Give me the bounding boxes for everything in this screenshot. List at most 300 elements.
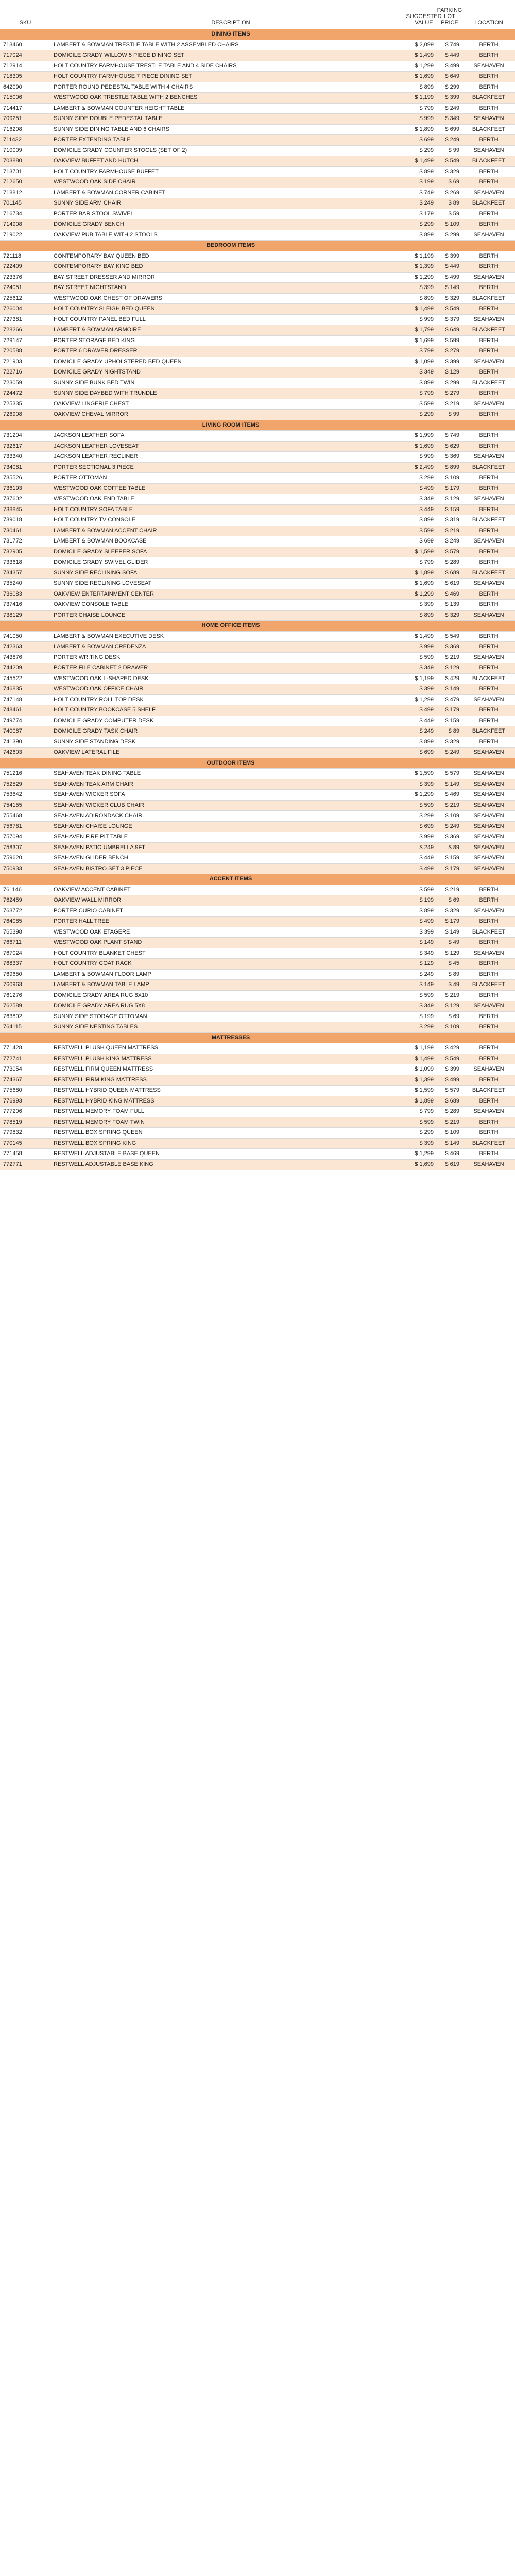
- sku-cell: 703880: [3, 158, 22, 164]
- table-row: [0, 156, 515, 167]
- location-cell: BERTH: [479, 506, 499, 513]
- sku-cell: 710009: [3, 147, 22, 154]
- value-cell: $ 1,399: [415, 263, 434, 269]
- location-cell: BERTH: [479, 137, 499, 143]
- section-spacer: [411, 1033, 437, 1043]
- price-cell: $ 319: [445, 517, 459, 523]
- table-row: [0, 790, 515, 801]
- section-title: MATTRESSES: [211, 1034, 250, 1041]
- value-cell: $ 349: [419, 496, 434, 502]
- section-spacer: [411, 758, 437, 769]
- description-cell: DOMICILE GRADY TASK CHAIR: [54, 728, 138, 734]
- value-cell: $ 399: [419, 1140, 434, 1146]
- price-cell: $ 69: [448, 1013, 459, 1020]
- table-row: [0, 843, 515, 854]
- price-cell: $ 449: [445, 52, 459, 58]
- value-cell: $ 699: [419, 538, 434, 544]
- table-row: [0, 642, 515, 653]
- location-cell: BERTH: [479, 633, 499, 639]
- price-cell: $ 129: [445, 665, 459, 671]
- price-cell: $ 349: [445, 115, 459, 122]
- sku-cell: 736083: [3, 590, 22, 597]
- description-cell: WESTWOOD OAK CHEST OF DRAWERS: [54, 295, 162, 301]
- description-cell: RESTWELL HYBRID QUEEN MATTRESS: [54, 1087, 161, 1093]
- location-cell: BERTH: [479, 686, 499, 692]
- location-cell: SEAHAVEN: [473, 749, 504, 755]
- price-cell: $ 579: [445, 770, 459, 776]
- location-cell: SEAHAVEN: [473, 834, 504, 840]
- price-cell: $ 149: [445, 928, 459, 935]
- table-row: [0, 632, 515, 642]
- price-cell: $ 109: [445, 1129, 459, 1136]
- table-row: [0, 442, 515, 452]
- value-cell: $ 1,099: [415, 1066, 434, 1072]
- table-row: [0, 315, 515, 326]
- description-cell: OAKVIEW CHEVAL MIRROR: [54, 411, 128, 417]
- table-row: [0, 1001, 515, 1012]
- value-cell: $ 1,299: [415, 791, 434, 798]
- sku-cell: 765398: [3, 928, 22, 935]
- section-title: HOME OFFICE ITEMS: [201, 622, 260, 629]
- sku-cell: 738845: [3, 506, 22, 513]
- location-cell: SEAHAVEN: [473, 231, 504, 238]
- sku-cell: 732905: [3, 548, 22, 555]
- description-cell: HOLT COUNTRY COAT RACK: [54, 960, 132, 967]
- description-cell: RESTWELL MEMORY FOAM TWIN: [54, 1118, 145, 1125]
- location-cell: BERTH: [479, 665, 499, 671]
- table-row: [0, 948, 515, 959]
- table-row: [0, 230, 515, 241]
- sku-cell: 722716: [3, 369, 22, 375]
- section-spacer: [437, 241, 462, 251]
- sku-cell: 776993: [3, 1097, 22, 1104]
- sku-cell: 735526: [3, 474, 22, 481]
- value-cell: $ 1,699: [415, 443, 434, 449]
- value-cell: $ 899: [419, 379, 434, 386]
- price-cell: $ 499: [445, 1076, 459, 1083]
- section-spacer: [0, 758, 50, 769]
- description-cell: SUNNY SIDE BUNK BED TWIN: [54, 379, 135, 386]
- table-row: [0, 1075, 515, 1086]
- price-cell: $ 549: [445, 158, 459, 164]
- price-cell: $ 429: [445, 1045, 459, 1051]
- sku-cell: 715006: [3, 94, 22, 100]
- sku-cell: 750933: [3, 865, 22, 872]
- sku-cell: 719022: [3, 231, 22, 238]
- value-cell: $ 799: [419, 1108, 434, 1114]
- sku-cell: 757094: [3, 834, 22, 840]
- section-title: BEDROOM ITEMS: [206, 242, 255, 248]
- location-cell: SEAHAVEN: [473, 865, 504, 872]
- value-cell: $ 899: [419, 231, 434, 238]
- location-cell: BERTH: [479, 717, 499, 724]
- location-cell: SEAHAVEN: [473, 189, 504, 196]
- description-cell: OAKVIEW WALL MIRROR: [54, 897, 122, 903]
- sku-cell: 735240: [3, 580, 22, 586]
- table-row: [0, 938, 515, 948]
- description-cell: PORTER OTTOMAN: [54, 474, 107, 481]
- description-cell: SEAHAVEN WICKER CLUB CHAIR: [54, 802, 144, 808]
- price-cell: $ 99: [448, 411, 459, 417]
- value-cell: $ 299: [419, 1129, 434, 1136]
- value-cell: $ 249: [419, 728, 434, 734]
- section-spacer: [437, 621, 462, 631]
- value-cell: $ 199: [419, 897, 434, 903]
- sku-cell: 771428: [3, 1045, 22, 1051]
- sku-cell: 742363: [3, 643, 22, 650]
- value-cell: $ 1,499: [415, 52, 434, 58]
- price-cell: $ 109: [445, 1024, 459, 1030]
- table-row: [0, 50, 515, 61]
- value-cell: $ 299: [419, 812, 434, 819]
- location-cell: SEAHAVEN: [473, 950, 504, 956]
- location-cell: BLACKFEET: [472, 158, 506, 164]
- table-row: [0, 219, 515, 230]
- value-cell: $ 399: [419, 686, 434, 692]
- price-cell: $ 689: [445, 1097, 459, 1104]
- sku-cell: 773054: [3, 1066, 22, 1072]
- section-spacer: [0, 1033, 50, 1043]
- table-row: [0, 611, 515, 621]
- price-cell: $ 619: [445, 580, 459, 586]
- description-cell: JACKSON LEATHER SOFA: [54, 432, 125, 438]
- value-cell: $ 899: [419, 612, 434, 618]
- description-cell: WESTWOOD OAK ETAGERE: [54, 928, 130, 935]
- table-row: [0, 135, 515, 146]
- header-sku: SKU: [19, 20, 31, 26]
- value-cell: $ 299: [419, 221, 434, 227]
- description-cell: DOMICILE GRADY AREA RUG 5X8: [54, 1003, 145, 1009]
- description-cell: OAKVIEW ENTERTAINMENT CENTER: [54, 590, 154, 597]
- price-cell: $ 89: [448, 200, 459, 206]
- table-row: [0, 198, 515, 209]
- location-cell: BLACKFEET: [472, 200, 506, 206]
- description-cell: BAY STREET DRESSER AND MIRROR: [54, 274, 155, 280]
- price-cell: $ 49: [448, 981, 459, 988]
- location-cell: BERTH: [479, 252, 499, 259]
- value-cell: $ 399: [419, 601, 434, 607]
- value-cell: $ 1,699: [415, 73, 434, 79]
- description-cell: OAKVIEW BUFFET AND HUTCH: [54, 158, 139, 164]
- section-spacer: [0, 29, 50, 40]
- location-cell: BERTH: [479, 179, 499, 185]
- table-row: [0, 536, 515, 547]
- location-cell: SEAHAVEN: [473, 770, 504, 776]
- table-row: [0, 716, 515, 727]
- price-cell: $ 499: [445, 274, 459, 280]
- table-row: [0, 72, 515, 82]
- price-cell: $ 219: [445, 1118, 459, 1125]
- table-row: [0, 452, 515, 463]
- header-description: DESCRIPTION: [211, 20, 250, 26]
- location-cell: SEAHAVEN: [473, 538, 504, 544]
- section-header-row: [0, 1033, 515, 1044]
- location-cell: BERTH: [479, 590, 499, 597]
- price-cell: $ 279: [445, 348, 459, 354]
- table-row: [0, 801, 515, 811]
- value-cell: $ 1,499: [415, 158, 434, 164]
- price-cell: $ 149: [445, 284, 459, 291]
- description-cell: LAMBERT & BOWMAN TRESTLE TABLE WITH 2 ASSEMBLED CHAIRS: [54, 41, 239, 48]
- price-cell: $ 579: [445, 548, 459, 555]
- location-cell: SEAHAVEN: [473, 823, 504, 829]
- table-row: [0, 737, 515, 748]
- table-row: [0, 1086, 515, 1096]
- description-cell: LAMBERT & BOWMAN FLOOR LAMP: [54, 971, 151, 977]
- section-spacer: [0, 621, 50, 631]
- description-cell: WESTWOOD OAK TRESTLE TABLE WITH 2 BENCHES: [54, 94, 198, 100]
- sku-cell: 725612: [3, 295, 22, 301]
- table-row: [0, 1160, 515, 1171]
- table-row: [0, 104, 515, 114]
- table-row: [0, 125, 515, 135]
- table-row: [0, 674, 515, 685]
- sku-cell: 716734: [3, 210, 22, 217]
- location-cell: BERTH: [479, 992, 499, 998]
- table-row: [0, 93, 515, 104]
- location-cell: BERTH: [479, 1076, 499, 1083]
- value-cell: $ 129: [419, 960, 434, 967]
- price-cell: $ 109: [445, 221, 459, 227]
- sku-cell: 721903: [3, 358, 22, 365]
- description-cell: PORTER BAR STOOL SWIVEL: [54, 210, 134, 217]
- value-cell: $ 1,699: [415, 337, 434, 344]
- table-row: [0, 779, 515, 790]
- value-cell: $ 999: [419, 643, 434, 650]
- price-cell: $ 289: [445, 559, 459, 565]
- location-cell: SEAHAVEN: [473, 907, 504, 914]
- location-cell: SEAHAVEN: [473, 1003, 504, 1009]
- location-cell: BLACKFEET: [472, 464, 506, 470]
- location-cell: BERTH: [479, 369, 499, 375]
- value-cell: $ 1,299: [415, 274, 434, 280]
- location-cell: SEAHAVEN: [473, 400, 504, 407]
- location-cell: BERTH: [479, 263, 499, 269]
- sku-cell: 739018: [3, 517, 22, 523]
- price-cell: $ 499: [445, 62, 459, 69]
- table-row: [0, 885, 515, 896]
- value-cell: $ 1,899: [415, 569, 434, 576]
- value-cell: $ 1,199: [415, 94, 434, 100]
- table-row: [0, 557, 515, 568]
- description-cell: OAKVIEW LATERAL FILE: [54, 749, 120, 755]
- location-cell: BLACKFEET: [472, 126, 506, 132]
- description-cell: SEAHAVEN TEAK ARM CHAIR: [54, 781, 133, 787]
- header-price: PARKING LOT PRICE: [437, 7, 462, 26]
- table-row: [0, 1139, 515, 1149]
- location-cell: BERTH: [479, 886, 499, 893]
- value-cell: $ 599: [419, 527, 434, 534]
- value-cell: $ 599: [419, 400, 434, 407]
- table-row: [0, 748, 515, 758]
- value-cell: $ 1,599: [415, 548, 434, 555]
- table-row: [0, 568, 515, 579]
- value-cell: $ 449: [419, 855, 434, 861]
- table-row: [0, 1054, 515, 1065]
- table-row: [0, 399, 515, 410]
- price-cell: $ 479: [445, 696, 459, 703]
- section-spacer: [411, 241, 437, 251]
- section-spacer: [437, 758, 462, 769]
- description-cell: LAMBERT & BOWMAN ACCENT CHAIR: [54, 527, 157, 534]
- sku-cell: 772741: [3, 1055, 22, 1062]
- description-cell: CONTEMPORARY BAY KING BED: [54, 263, 143, 269]
- description-cell: HOLT COUNTRY FARMHOUSE 7 PIECE DINING SET: [54, 73, 193, 79]
- section-header-row: [0, 420, 515, 431]
- value-cell: $ 999: [419, 115, 434, 122]
- section-spacer: [437, 874, 462, 885]
- value-cell: $ 799: [419, 348, 434, 354]
- description-cell: SEAHAVEN ADIRONDACK CHAIR: [54, 812, 143, 819]
- description-cell: DOMICILE GRADY WILLOW 5 PIECE DINING SET: [54, 52, 185, 58]
- location-cell: SEAHAVEN: [473, 844, 504, 851]
- value-cell: $ 349: [419, 665, 434, 671]
- table-row: [0, 167, 515, 178]
- table-row: [0, 209, 515, 220]
- section-spacer: [462, 758, 515, 769]
- table-row: [0, 378, 515, 389]
- description-cell: BAY STREET NIGHTSTAND: [54, 284, 126, 291]
- table-row: [0, 589, 515, 600]
- description-cell: RESTWELL FIRM KING MATTRESS: [54, 1076, 147, 1083]
- sku-cell: 737416: [3, 601, 22, 607]
- description-cell: WESTWOOD OAK PLANT STAND: [54, 939, 142, 945]
- sku-cell: 714417: [3, 105, 22, 111]
- location-cell: BERTH: [479, 1097, 499, 1104]
- description-cell: SEAHAVEN TEAK DINING TABLE: [54, 770, 141, 776]
- price-cell: $ 699: [445, 126, 459, 132]
- location-cell: BLACKFEET: [472, 569, 506, 576]
- section-spacer: [411, 29, 437, 40]
- table-row: [0, 663, 515, 674]
- description-cell: PORTER CURIO CABINET: [54, 907, 123, 914]
- price-cell: $ 749: [445, 432, 459, 438]
- location-cell: SEAHAVEN: [473, 612, 504, 618]
- section-spacer: [0, 241, 50, 251]
- value-cell: $ 999: [419, 453, 434, 460]
- section-spacer: [0, 874, 50, 885]
- location-cell: BERTH: [479, 559, 499, 565]
- sku-cell: 743876: [3, 654, 22, 660]
- price-cell: $ 289: [445, 1108, 459, 1114]
- description-cell: PORTER CHAISE LOUNGE: [54, 612, 126, 618]
- sku-cell: 736193: [3, 485, 22, 492]
- location-cell: SEAHAVEN: [473, 496, 504, 502]
- table-row: [0, 484, 515, 495]
- table-row: [0, 146, 515, 157]
- location-cell: SEAHAVEN: [473, 62, 504, 69]
- description-cell: PORTER ROUND PEDESTAL TABLE WITH 4 CHAIRS: [54, 83, 193, 90]
- table-row: [0, 970, 515, 980]
- table-row: [0, 980, 515, 991]
- table-row: [0, 325, 515, 336]
- sku-cell: 768337: [3, 960, 22, 967]
- value-cell: $ 449: [419, 717, 434, 724]
- value-cell: $ 1,699: [415, 580, 434, 586]
- location-cell: BERTH: [479, 221, 499, 227]
- sku-cell: 778519: [3, 1118, 22, 1125]
- price-cell: $ 179: [445, 485, 459, 492]
- price-cell: $ 49: [448, 939, 459, 945]
- description-cell: LAMBERT & BOWMAN CREDENZA: [54, 643, 146, 650]
- section-title: DINING ITEMS: [211, 31, 250, 37]
- sku-cell: 701145: [3, 200, 22, 206]
- price-cell: $ 249: [445, 749, 459, 755]
- description-cell: PORTER STORAGE BED KING: [54, 337, 135, 344]
- description-cell: PORTER EXTENDING TABLE: [54, 137, 131, 143]
- table-row: [0, 1012, 515, 1023]
- value-cell: $ 1,499: [415, 306, 434, 312]
- sku-cell: 718812: [3, 189, 22, 196]
- description-cell: DOMICILE GRADY SWIVEL GLIDER: [54, 559, 148, 565]
- sku-cell: 760963: [3, 981, 22, 988]
- value-cell: $ 399: [419, 928, 434, 935]
- description-cell: LAMBERT & BOWMAN COUNTER HEIGHT TABLE: [54, 105, 185, 111]
- description-cell: DOMICILE GRADY COUNTER STOOLS (SET OF 2): [54, 147, 187, 154]
- sku-cell: 741050: [3, 633, 22, 639]
- description-cell: RESTWELL PLUSH QUEEN MATTRESS: [54, 1045, 158, 1051]
- location-cell: BERTH: [479, 105, 499, 111]
- value-cell: $ 349: [419, 950, 434, 956]
- location-cell: BERTH: [479, 432, 499, 438]
- location-cell: BLACKFEET: [472, 728, 506, 734]
- price-cell: $ 749: [445, 41, 459, 48]
- description-cell: WESTWOOD OAK SIDE CHAIR: [54, 179, 136, 185]
- sku-cell: 642090: [3, 83, 22, 90]
- description-cell: HOLT COUNTRY SLEIGH BED QUEEN: [54, 306, 155, 312]
- price-cell: $ 129: [445, 950, 459, 956]
- value-cell: $ 399: [419, 781, 434, 787]
- location-cell: BERTH: [479, 83, 499, 90]
- location-cell: BERTH: [479, 601, 499, 607]
- sku-cell: 753842: [3, 791, 22, 798]
- location-cell: BLACKFEET: [472, 94, 506, 100]
- price-cell: $ 399: [445, 252, 459, 259]
- value-cell: $ 199: [419, 179, 434, 185]
- inventory-sheet: [0, 0, 515, 1170]
- price-cell: $ 249: [445, 137, 459, 143]
- sku-cell: 756781: [3, 823, 22, 829]
- description-cell: CONTEMPORARY BAY QUEEN BED: [54, 252, 149, 259]
- sku-cell: 717024: [3, 52, 22, 58]
- price-cell: $ 219: [445, 527, 459, 534]
- sku-cell: 754155: [3, 802, 22, 808]
- value-cell: $ 899: [419, 907, 434, 914]
- price-cell: $ 159: [445, 506, 459, 513]
- location-cell: BERTH: [479, 168, 499, 175]
- price-cell: $ 549: [445, 1055, 459, 1062]
- sku-cell: 745522: [3, 675, 22, 682]
- value-cell: $ 2,499: [415, 464, 434, 470]
- value-cell: $ 449: [419, 506, 434, 513]
- table-row: [0, 388, 515, 399]
- price-cell: $ 69: [448, 179, 459, 185]
- value-cell: $ 499: [419, 918, 434, 924]
- price-cell: $ 369: [445, 453, 459, 460]
- sku-cell: 764115: [3, 1024, 22, 1030]
- sku-cell: 734081: [3, 464, 22, 470]
- sku-cell: 740087: [3, 728, 22, 734]
- table-row: [0, 726, 515, 737]
- price-cell: $ 45: [448, 960, 459, 967]
- table-row: [0, 262, 515, 273]
- value-cell: $ 599: [419, 1118, 434, 1125]
- table-row: [0, 177, 515, 188]
- description-cell: HOLT COUNTRY TV CONSOLE: [54, 517, 136, 523]
- price-cell: $ 159: [445, 717, 459, 724]
- location-cell: SEAHAVEN: [473, 1108, 504, 1114]
- price-cell: $ 399: [445, 1066, 459, 1072]
